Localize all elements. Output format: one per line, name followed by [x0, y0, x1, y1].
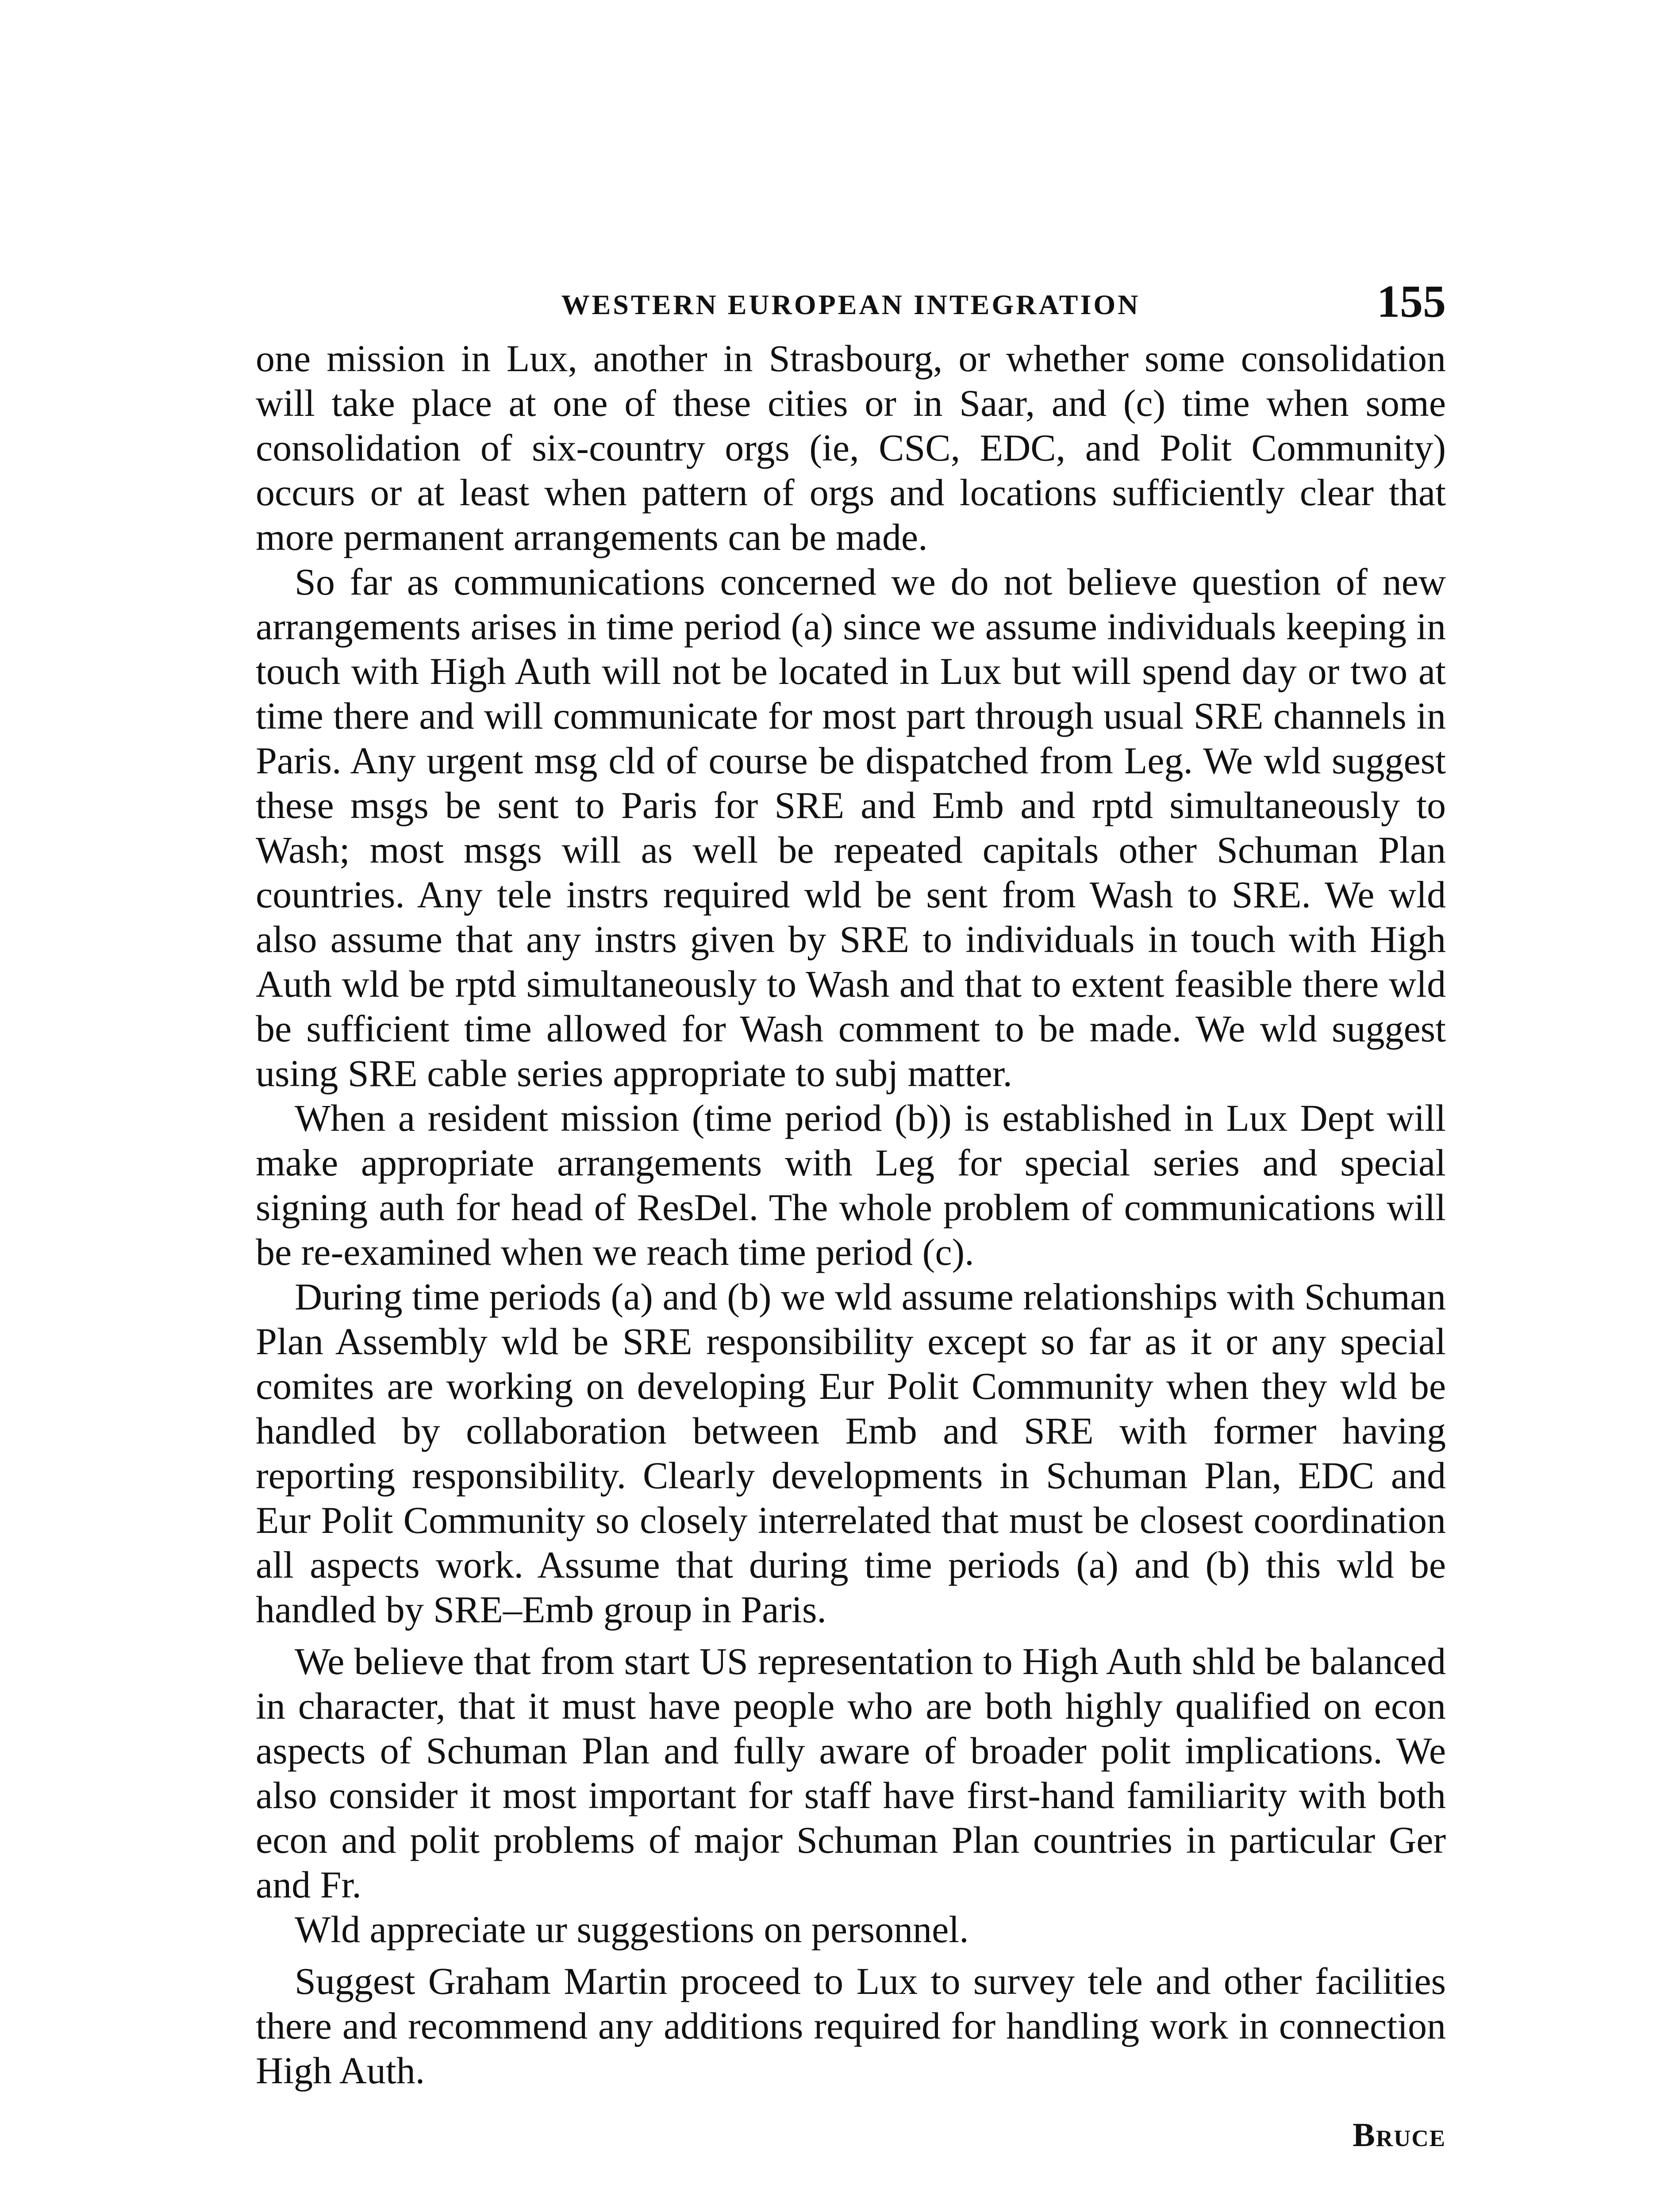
paragraph-personnel: Wld appreciate ur suggestions on personnel.: [295, 1908, 969, 1951]
paragraph-assembly-relationships: During time periods (a) and (b) we wld assume relationships with Schuman Plan Assembly wld be SRE responsibility except so far as it or any special comites are working on developing Eur Polit Community when they wld be handled by collaboration between Emb and SRE with former having reporting responsibility. Clearly developments in Schuman Plan, EDC and Eur Polit Community so closely interrelated that must be closest coordination all aspects work. Assume that during time periods (a) and (b) this wld be handled by SRE–Emb group in Paris.: [256, 1275, 1446, 1631]
paragraph-graham-martin: Suggest Graham Martin proceed to Lux to survey tele and other facilities there and recommend any additions required for handling work in connection High Auth.: [256, 1960, 1446, 2092]
page-number: 155: [1377, 276, 1446, 327]
document-page: [256, 248, 1446, 2212]
paragraph-continued: one mission in Lux, another in Strasbourg, or whether some consolidation will take place at one of these cities or in Saar, and (c) time when some consolidation of six-country orgs (ie, CSC, EDC, and Polit Community) occurs or at least when pattern of orgs and locations sufficiently clear that more permanent arrangements can be made.: [256, 337, 1446, 558]
signature: Bruce: [1353, 2116, 1446, 2154]
body-text: [256, 336, 1446, 2093]
paragraph-communications: So far as communications concerned we do not believe question of new arrangements arises in time period (a) since we assume individuals keeping in touch with High Auth will not be located in Lux but will spend day or two at time there and will communicate for most part through usual SRE channels in Paris. Any urgent msg cld of course be dispatched from Leg. We wld suggest these msgs be sent to Paris for SRE and Emb and rptd simultaneously to Wash; most msgs will as well be repeated capitals other Schuman Plan countries. Any tele instrs required wld be sent from Wash to SRE. We wld also assume that any instrs given by SRE to individuals in touch with High Auth wld be rptd simultaneously to Wash and that to extent feasible there wld be sufficient time allowed for Wash comment to be made. We wld suggest using SRE cable series appropriate to subj matter.: [256, 561, 1446, 1094]
running-title: WESTERN EUROPEAN INTEGRATION: [561, 289, 1141, 320]
paragraph-representation: We believe that from start US representation to High Auth shld be balanced in character, that it must have people who are both highly qualified on econ aspects of Schuman Plan and fully aware of broader polit implications. We also consider it most important for staff have first-hand familiarity with both econ and polit problems of major Schuman Plan countries in particular Ger and Fr.: [256, 1640, 1446, 1906]
paragraph-resident-mission: When a resident mission (time period (b)) is established in Lux Dept will make appropriate arrangements with Leg for special series and special signing auth for head of ResDel. The whole problem of communications will be re-examined when we reach time period (c).: [256, 1097, 1446, 1273]
running-head: [256, 248, 1446, 327]
